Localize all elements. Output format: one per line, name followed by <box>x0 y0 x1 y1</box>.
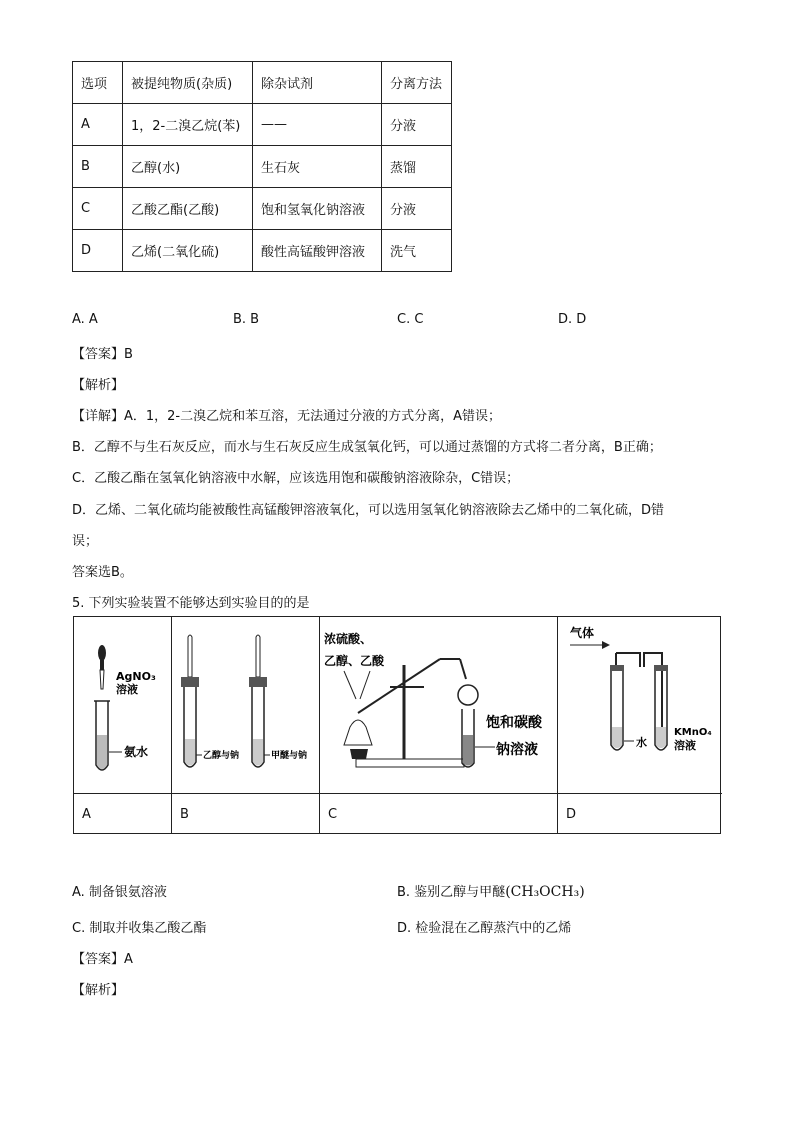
table-cell: 乙醇(水) <box>123 146 253 188</box>
table-header-cell: 选项 <box>73 62 123 104</box>
table-cell: —— <box>253 104 382 146</box>
table-cell: A <box>73 104 123 146</box>
d-gas-label: 气体 <box>570 626 595 640</box>
table-cell: 乙酸乙酯(乙酸) <box>123 188 253 230</box>
table-header-row <box>73 62 452 104</box>
b-right-inner-tube <box>256 635 260 677</box>
figure-cell-c <box>320 617 558 793</box>
table-cell: B <box>73 146 123 188</box>
apparatus-b-drawing <box>172 617 320 793</box>
c-sat-label-1: 饱和碳酸 <box>486 715 542 731</box>
ammonia-liquid <box>97 735 107 769</box>
table-header-cell: 分离方法 <box>382 62 452 104</box>
q4-answer: 【答案】B <box>72 347 133 362</box>
q5-answer: 【答案】A <box>72 952 133 967</box>
table-cell: 酸性高锰酸钾溶液 <box>253 230 382 272</box>
q5-option-d: D. 检验混在乙醇蒸汽中的乙烯 <box>397 921 572 936</box>
d-connect-tube <box>616 653 640 667</box>
c-reagents-label: 乙醇、乙酸 <box>324 654 385 668</box>
b-left-inner-tube <box>188 635 192 677</box>
q5-option-b-wrap <box>397 881 585 900</box>
dropper-neck <box>100 660 104 670</box>
alcohol-burner <box>350 749 368 759</box>
figure-cell-d <box>558 617 722 793</box>
table-row <box>73 188 452 230</box>
dropper-tip <box>100 670 104 689</box>
q4-option-b: B. B <box>233 312 260 327</box>
a-ammonia-label: 氨水 <box>124 745 149 759</box>
b-left-label: 乙醇与钠 <box>203 751 240 761</box>
q5-option-c: C. 制取并收集乙酸乙酯 <box>72 921 207 936</box>
figure-cell-a <box>74 617 172 793</box>
q4-detail-line: B．乙醇不与生石灰反应，而水与生石灰反应生成氢氧化钙，可以通过蒸馏的方式将二者分离，B正确； <box>72 440 662 455</box>
apparatus-d-drawing <box>558 617 722 793</box>
q4-option-d: D. D <box>558 312 587 327</box>
q5-option-b: B. 鉴别乙醇与甲醚 <box>397 885 506 900</box>
table-row <box>73 146 452 188</box>
figure-cell-b <box>172 617 320 793</box>
apparatus-a-drawing <box>74 617 172 793</box>
table-row <box>73 230 452 272</box>
c-acid-label: 浓硫酸、 <box>324 632 373 646</box>
apparatus-c-drawing <box>320 617 558 793</box>
d-water-label: 水 <box>636 736 647 749</box>
b-left-stopper <box>181 677 199 687</box>
q5-option-a: A. 制备银氨溶液 <box>72 885 167 900</box>
experiment-figure-table <box>73 616 721 834</box>
d-sol-label: 溶液 <box>674 739 696 752</box>
q4-detail-line: 误； <box>72 534 99 549</box>
q4-detail-line: 【详解】A．1，2-二溴乙烷和苯互溶，无法通过分液的方式分离，A错误； <box>72 409 502 424</box>
q4-option-c: C. C <box>397 312 424 327</box>
dropper-bulb <box>98 645 106 661</box>
table-row <box>73 104 452 146</box>
table-cell: D <box>73 230 123 272</box>
table-cell: 分液 <box>382 104 452 146</box>
q4-analysis-tag: 【解析】 <box>72 378 125 393</box>
q4-detail-line: 答案选B。 <box>72 565 133 580</box>
a-reagent-bottom: 溶液 <box>116 683 138 696</box>
figure-label-b: B <box>172 793 320 834</box>
reaction-flask <box>344 720 372 745</box>
anti-suck-bulb <box>458 685 478 705</box>
q5-option-b-formula: (CH₃OCH₃) <box>505 884 585 900</box>
table-header-cell: 除杂试剂 <box>253 62 382 104</box>
q4-detail-line: C．乙酸乙酯在氢氧化钠溶液中水解，应该选用饱和碳酸钠溶液除杂，C错误； <box>72 471 520 486</box>
table-cell: 生石灰 <box>253 146 382 188</box>
table-cell: 1，2-二溴乙烷(苯) <box>123 104 253 146</box>
table-cell: 洗气 <box>382 230 452 272</box>
table-cell: 分液 <box>382 188 452 230</box>
separation-table <box>72 61 452 272</box>
iron-stand-base <box>356 759 464 767</box>
a-reagent-top: AgNO₃ <box>116 670 156 683</box>
q5-stem: 5. 下列实验装置不能够达到实验目的的是 <box>72 596 310 611</box>
d-kmno4-label: KMnO₄ <box>674 727 712 738</box>
table-cell: 乙烯(二氧化硫) <box>123 230 253 272</box>
q4-option-a: A. A <box>72 312 98 327</box>
b-right-stopper <box>249 677 267 687</box>
q5-analysis-tag: 【解析】 <box>72 983 125 998</box>
figure-label-d: D <box>558 793 722 834</box>
figure-label-c: C <box>320 793 558 834</box>
q4-detail-line: D．乙烯、二氧化硫均能被酸性高锰酸钾溶液氧化，可以选用氢氧化钠溶液除去乙烯中的二氧化硫，D错 <box>72 503 665 518</box>
table-cell: C <box>73 188 123 230</box>
c-sat-label-2: 钠溶液 <box>496 742 538 758</box>
table-cell: 蒸馏 <box>382 146 452 188</box>
b-right-label: 甲醚与钠 <box>271 751 308 761</box>
table-cell: 饱和氢氧化钠溶液 <box>253 188 382 230</box>
figure-label-a: A <box>74 793 172 834</box>
table-header-cell: 被提纯物质(杂质) <box>123 62 253 104</box>
